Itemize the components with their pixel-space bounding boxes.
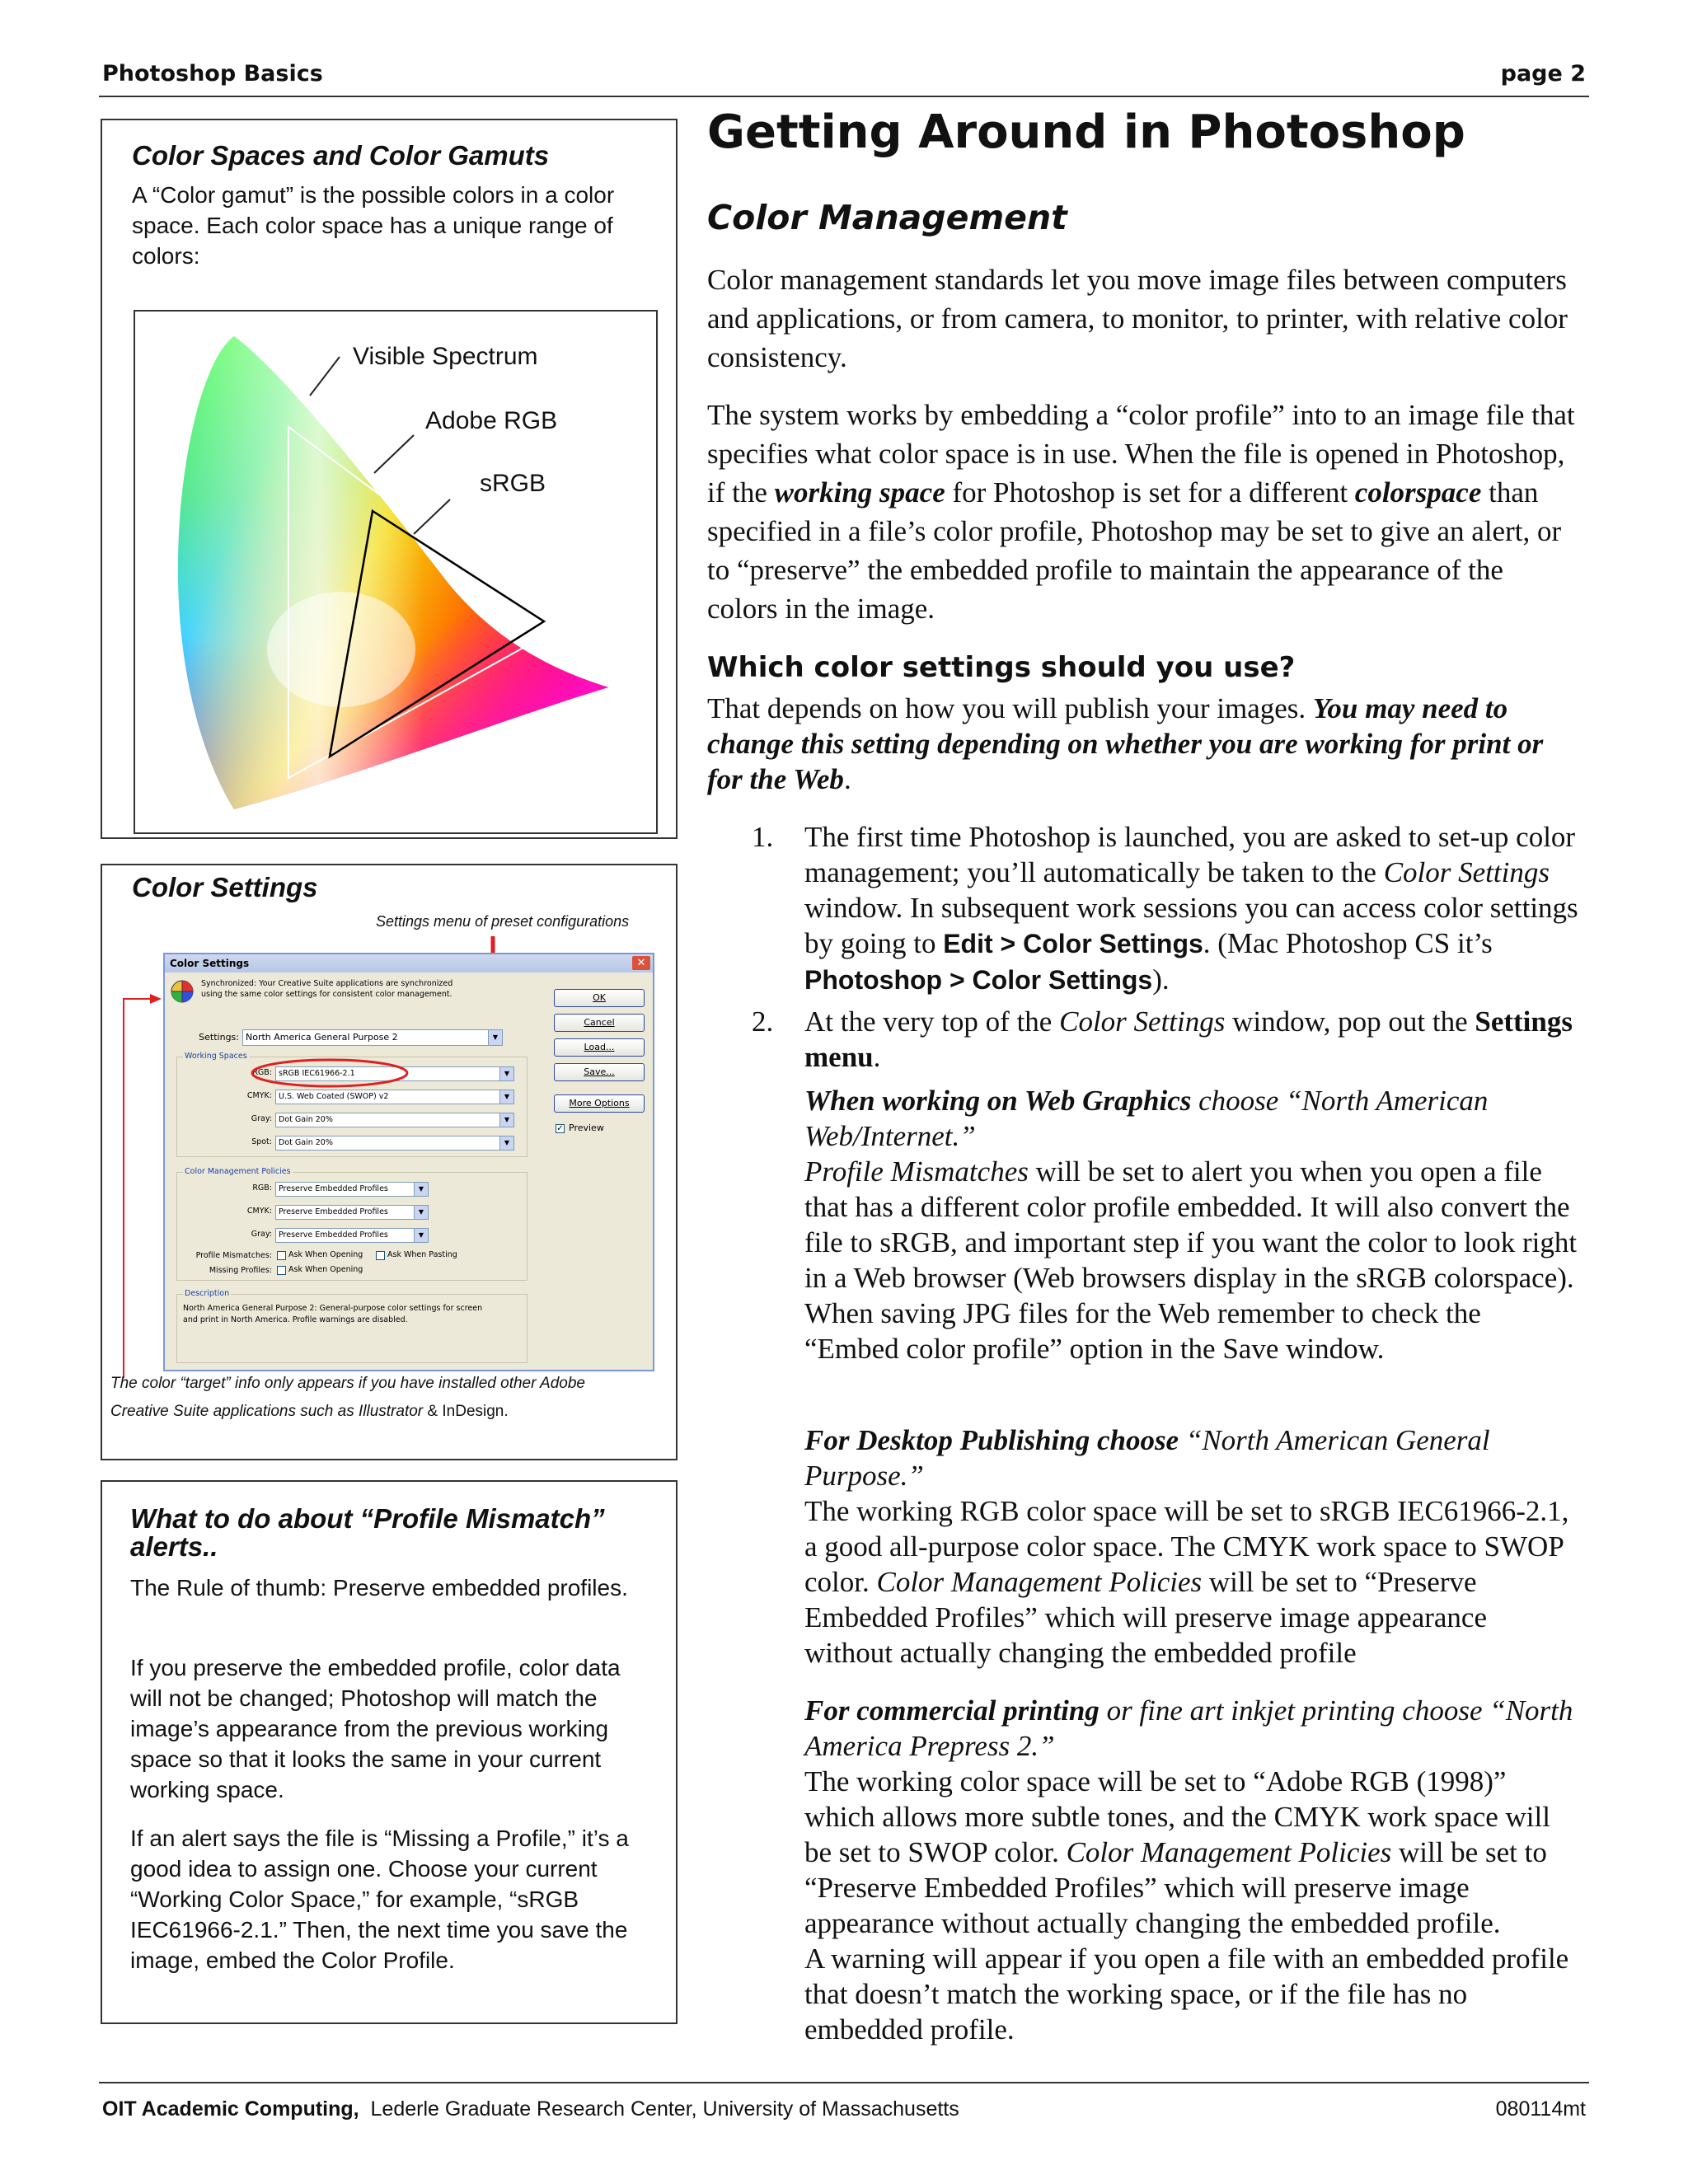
mismatch-p3: If an alert says the file is “Missing a Profile,” it’s a good idea to assign one. Choose your current “Working Color Space,” for example, “sRGB IEC61966-2.1.” Then, the next time you save the image, embed the Color Profile. — [130, 1825, 629, 1973]
mismatch-p1: The Rule of thumb: Preserve embedded profiles. — [130, 1575, 628, 1601]
intro-paragraph: Color management standards let you move image files between computers and applications, or from camera, to monitor, to printer, with relative color consistency. — [707, 264, 1568, 373]
ws-spot-label: Spot: — [251, 1137, 272, 1146]
commercial-printing-block: For commercial printing or fine art inkjet printing choose “North America Prepress 2.” The working color space will be set to “Adobe RGB (1998)” which allows more subtle tones, and the CMYK work space will be set to SWOP color. Color Management Policies will be set to “Preserve Embedded Profiles” which will preserve image appearance without actually changing the embedded profile. A warning will appear if you open a file with an embedded profile that doesn’t match the working space, or if the file has no embedded profile. — [804, 1694, 1573, 2046]
ws-cmyk-value: U.S. Web Coated (SWOP) v2 — [279, 1092, 389, 1101]
mismatch-paste-checkbox[interactable] — [376, 1251, 385, 1260]
more-options-button[interactable]: More Options — [554, 1094, 645, 1113]
footer-address: OIT Academic Computing, Lederle Graduate Research Center, University of Massachusetts — [102, 2097, 959, 2121]
pol-gray-select[interactable] — [275, 1228, 429, 1243]
web-graphics-block: When working on Web Graphics choose “North American Web/Internet.” Profile Mismatches will be set to alert you when you open a file that has a different color profile embedded. It will also convert the file to sRGB, and important step if you want the color to look right in a Web browser (Web browsers display in the sRGB colorspace). When saving JPG files for the Web remember to check the “Embed color profile” option in the Save window. — [804, 1085, 1578, 1365]
dialog-titlebar — [165, 954, 653, 972]
list-item-2: At the very top of the Color Settings window, pop out the Settings menu. — [804, 1005, 1573, 1073]
ws-spot-value: Dot Gain 20% — [279, 1138, 333, 1147]
list-number-1: 1. — [752, 821, 774, 853]
chevron-down-icon: ▼ — [499, 1090, 513, 1104]
chevron-down-icon: ▼ — [499, 1113, 513, 1127]
chevron-down-icon: ▼ — [414, 1183, 428, 1196]
settings-answer: That depends on how you will publish your images. You may need to change this setting depending on whether you are working for print or for the Web. — [707, 692, 1544, 795]
pol-gray-value: Preserve Embedded Profiles — [279, 1230, 388, 1240]
sync-line-1: Synchronized: Your Creative Suite applications are synchronized — [201, 979, 453, 988]
save-button[interactable]: Save... — [554, 1063, 645, 1081]
ws-spot-select[interactable] — [275, 1136, 514, 1151]
color-wheel-icon — [170, 979, 195, 1004]
missing-open-label: Ask When Opening — [288, 1265, 363, 1274]
description-line-1: North America General Purpose 2: General-purpose color settings for screen — [183, 1304, 483, 1313]
ws-rgb-value: sRGB IEC61966-2.1 — [279, 1069, 355, 1078]
settings-menu-annotation: Settings menu of preset configurations — [376, 913, 630, 930]
dialog-title: Color Settings — [170, 958, 250, 969]
rgb-highlight-circle — [247, 1057, 412, 1090]
working-spaces-title: Working Spaces — [185, 1052, 247, 1061]
adobe-leader — [374, 435, 414, 473]
color-spaces-title: Color Spaces and Color Gamuts — [132, 140, 550, 171]
mismatch-open-checkbox[interactable] — [277, 1251, 286, 1260]
pol-cmyk-value: Preserve Embedded Profiles — [279, 1207, 388, 1216]
mismatch-label: Profile Mismatches: — [195, 1251, 272, 1260]
load-button[interactable]: Load... — [554, 1038, 645, 1057]
ok-button[interactable]: OK — [554, 989, 645, 1007]
policies-title: Color Management Policies — [185, 1167, 291, 1176]
ws-gray-select[interactable] — [275, 1113, 514, 1127]
section-title: Color Management — [707, 198, 1067, 237]
chevron-down-icon: ▼ — [499, 1067, 513, 1080]
ws-cmyk-select[interactable] — [275, 1090, 514, 1104]
ws-cmyk-label: CMYK: — [246, 1091, 272, 1100]
description-title: Description — [185, 1289, 230, 1298]
footer-code: 080114mt — [1495, 2097, 1586, 2121]
mismatch-open-label: Ask When Opening — [288, 1250, 363, 1259]
missing-open-checkbox[interactable] — [277, 1266, 286, 1275]
target-caption-2: Creative Suite applications such as Illustrator & InDesign. — [110, 1403, 509, 1420]
gamut-diagram — [134, 310, 658, 834]
gamut-figure — [135, 312, 658, 834]
color-settings-title: Color Settings — [132, 872, 318, 902]
color-settings-dialog — [163, 953, 654, 1371]
ws-rgb-label: RGB: — [252, 1068, 272, 1077]
pol-cmyk-select[interactable] — [275, 1205, 429, 1220]
description-line-2: and print in North America. Profile warnings are disabled. — [183, 1315, 408, 1324]
header-title: Photoshop Basics — [102, 61, 323, 87]
profile-mismatch-title: What to do about “Profile Mismatch” alerts.. — [130, 1503, 605, 1562]
preview-label: Preview — [569, 1122, 604, 1133]
visible-leader — [310, 357, 340, 396]
page-title: Getting Around in Photoshop — [707, 105, 1465, 159]
settings-question-heading: Which color settings should you use? — [707, 651, 1296, 684]
missing-label: Missing Profiles: — [209, 1266, 272, 1275]
ws-gray-label: Gray: — [251, 1114, 272, 1123]
label-visible-spectrum: Visible Spectrum — [353, 343, 538, 370]
settings-select-value: North America General Purpose 2 — [246, 1032, 398, 1043]
desktop-publishing-block: For Desktop Publishing choose “North American General Purpose.” The working RGB color space will be set to sRGB IEC61966-2.1, a good all-purpose color space. The CMYK work space to SWOP color. Color Management Policies will be set to “Preserve Embedded Profiles” which will preserve image appearance without actually changing the embedded profile — [804, 1424, 1569, 1669]
target-caption-1: The color “target” info only appears if you have installed other Adobe — [110, 1375, 585, 1392]
sync-line-2: using the same color settings for consistent color management. — [201, 990, 452, 999]
color-spaces-text: A “Color gamut” is the possible colors in a color space. Each color space has a unique range of colors: — [132, 182, 615, 269]
footer-rule — [99, 2082, 1589, 2083]
chevron-down-icon: ▼ — [499, 1137, 513, 1150]
page-number: page 2 — [1500, 61, 1586, 87]
pol-rgb-select[interactable] — [275, 1182, 429, 1197]
pol-cmyk-label: CMYK: — [246, 1207, 272, 1216]
list-number-2: 2. — [752, 1005, 774, 1038]
system-paragraph: The system works by embedding a “color profile” into to an image file that specifies what color space is in use. When the file is opened in Photoshop, if the working space for Photoshop is set for a different colorspace than specified in a file’s color profile, Photoshop may be set to give an alert, or to “preserve” the embedded profile to maintain the appearance of the colors in the image. — [707, 399, 1575, 625]
chevron-down-icon: ▼ — [414, 1229, 428, 1242]
settings-select[interactable] — [242, 1029, 503, 1046]
pol-gray-label: Gray: — [251, 1230, 272, 1239]
close-icon[interactable]: ✕ — [632, 956, 650, 970]
mismatch-paste-label: Ask When Pasting — [387, 1250, 457, 1259]
settings-label: Settings: — [199, 1032, 239, 1043]
mismatch-p2: If you preserve the embedded profile, color data will not be changed; Photoshop will match the image’s appearance from the previous working space so that it looks the same in your current working space. — [130, 1655, 621, 1802]
chevron-down-icon: ▼ — [488, 1030, 502, 1045]
list-item-1: The first time Photoshop is launched, you are asked to set-up color management; you’ll automatically be taken to the Color Settings window. In subsequent work sessions you can access color settings by going to Edit > Color Settings. (Mac Photoshop CS it’s Photoshop > Color Settings). — [804, 821, 1578, 996]
chevron-down-icon: ▼ — [414, 1206, 428, 1219]
label-srgb: sRGB — [480, 470, 546, 497]
pol-rgb-label: RGB: — [252, 1183, 272, 1193]
label-adobe-rgb: Adobe RGB — [425, 407, 558, 434]
srgb-leader — [414, 499, 450, 534]
preview-checkbox[interactable]: ✓ — [556, 1124, 564, 1133]
pol-rgb-value: Preserve Embedded Profiles — [279, 1184, 388, 1193]
header-rule — [99, 96, 1589, 97]
cancel-button[interactable]: Cancel — [554, 1014, 645, 1032]
ws-gray-value: Dot Gain 20% — [279, 1115, 333, 1124]
